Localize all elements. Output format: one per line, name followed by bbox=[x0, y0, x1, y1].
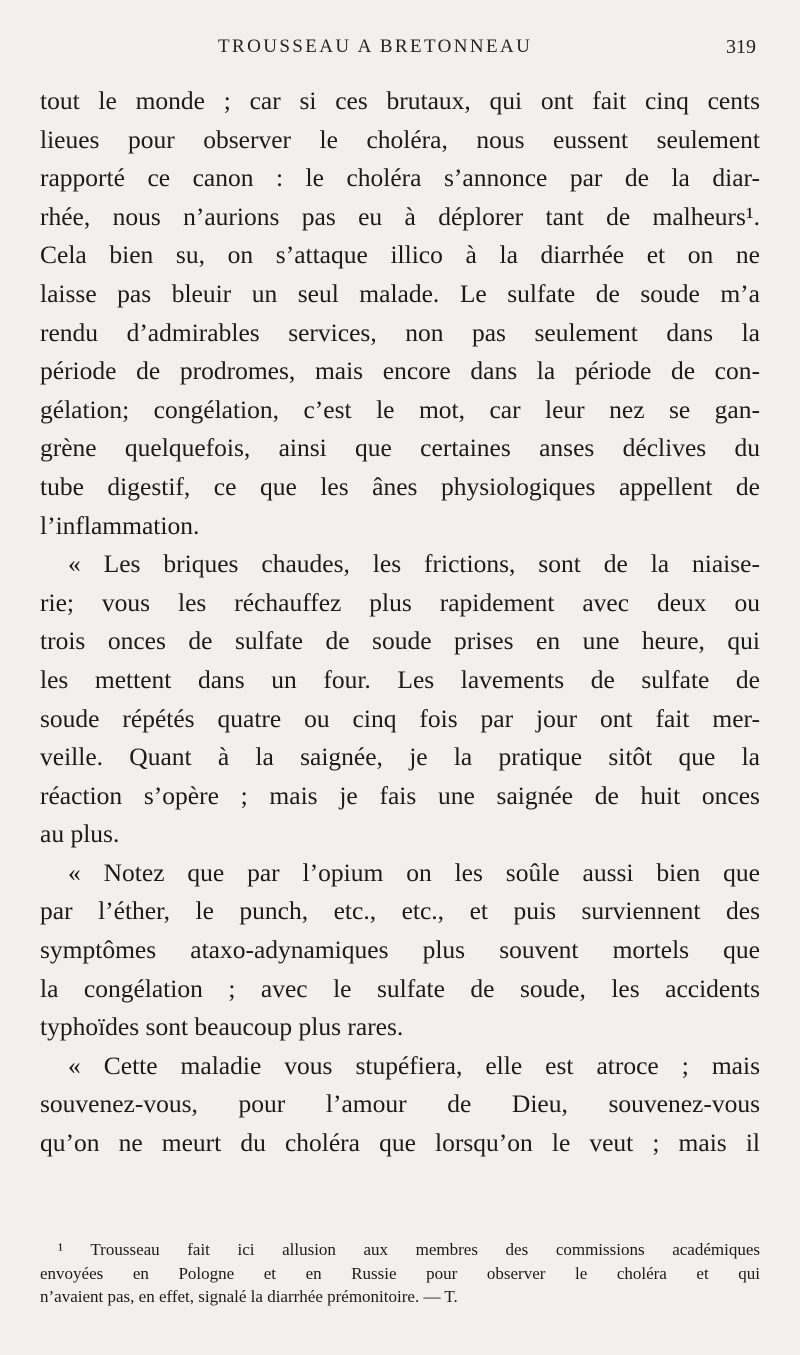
text-line: laisse pas bleuir un seul malade. Le sulfate de soude m’a bbox=[40, 278, 760, 308]
text-line: soude répétés quatre ou cinq fois par jour ont fait mer- bbox=[40, 703, 760, 733]
text-line: « Cette maladie vous stupéfiera, elle est atroce ; mais bbox=[68, 1050, 760, 1080]
page-number: 319 bbox=[726, 36, 756, 58]
text-line: trois onces de sulfate de soude prises en une heure, qui bbox=[40, 626, 760, 656]
text-line: lieues pour observer le choléra, nous eussent seulement bbox=[40, 124, 760, 154]
footnote-line: ¹ Trousseau fait ici allusion aux membres des commissions académiques bbox=[58, 1240, 760, 1259]
text-line: rendu d’admirables services, non pas seulement dans la bbox=[40, 317, 760, 347]
text-line: tout le monde ; car si ces brutaux, qui ont fait cinq cents bbox=[40, 86, 760, 115]
text-line: rhée, nous n’aurions pas eu à déplorer tant de malheurs¹. bbox=[40, 201, 760, 231]
text-line: « Les briques chaudes, les frictions, sont de la niaise- bbox=[68, 549, 760, 579]
text-line: qu’on ne meurt du choléra que lorsqu’on le veut ; mais il bbox=[40, 1128, 760, 1158]
footnote-line: n’avaient pas, en effet, signalé la diarrhée prémonitoire. — T. bbox=[40, 1287, 458, 1306]
footnotes bbox=[40, 1238, 760, 1309]
text-line: les mettent dans un four. Les lavements de sulfate de bbox=[40, 664, 760, 694]
text-line: au plus. bbox=[40, 819, 120, 849]
running-header bbox=[0, 36, 800, 66]
text-line: gélation; congélation, c’est le mot, car leur nez se gan- bbox=[40, 394, 760, 424]
text-line: souvenez-vous, pour l’amour de Dieu, souvenez-vous bbox=[40, 1089, 760, 1119]
text-line: symptômes ataxo-adynamiques plus souvent mortels que bbox=[40, 935, 760, 965]
footnote-line: envoyées en Pologne et en Russie pour observer le choléra et qui bbox=[40, 1263, 760, 1283]
body-text bbox=[40, 82, 760, 1163]
text-line: période de prodromes, mais encore dans la période de con- bbox=[40, 356, 760, 386]
text-line: réaction s’opère ; mais je fais une saignée de huit onces bbox=[40, 780, 760, 810]
text-line: rapporté ce canon : le choléra s’annonce par de la diar- bbox=[40, 163, 760, 193]
text-line: typhoïdes sont beaucoup plus rares. bbox=[40, 1012, 404, 1042]
text-line: l’inflammation. bbox=[40, 510, 200, 540]
text-line: grène quelquefois, ainsi que certaines anses déclives du bbox=[40, 433, 760, 463]
text-line: par l’éther, le punch, etc., etc., et puis surviennent des bbox=[40, 896, 760, 926]
text-line: rie; vous les réchauffez plus rapidement avec deux ou bbox=[40, 587, 760, 617]
text-line: Cela bien su, on s’attaque illico à la diarrhée et on ne bbox=[40, 240, 760, 270]
text-line: la congélation ; avec le sulfate de soude, les accidents bbox=[40, 973, 760, 1003]
text-line: veille. Quant à la saignée, je la pratique sitôt que la bbox=[40, 742, 760, 772]
running-title: TROUSSEAU A BRETONNEAU bbox=[218, 36, 533, 57]
text-line: tube digestif, ce que les ânes physiologiques appellent de bbox=[40, 471, 760, 501]
text-line: « Notez que par l’opium on les soûle aussi bien que bbox=[68, 857, 760, 887]
